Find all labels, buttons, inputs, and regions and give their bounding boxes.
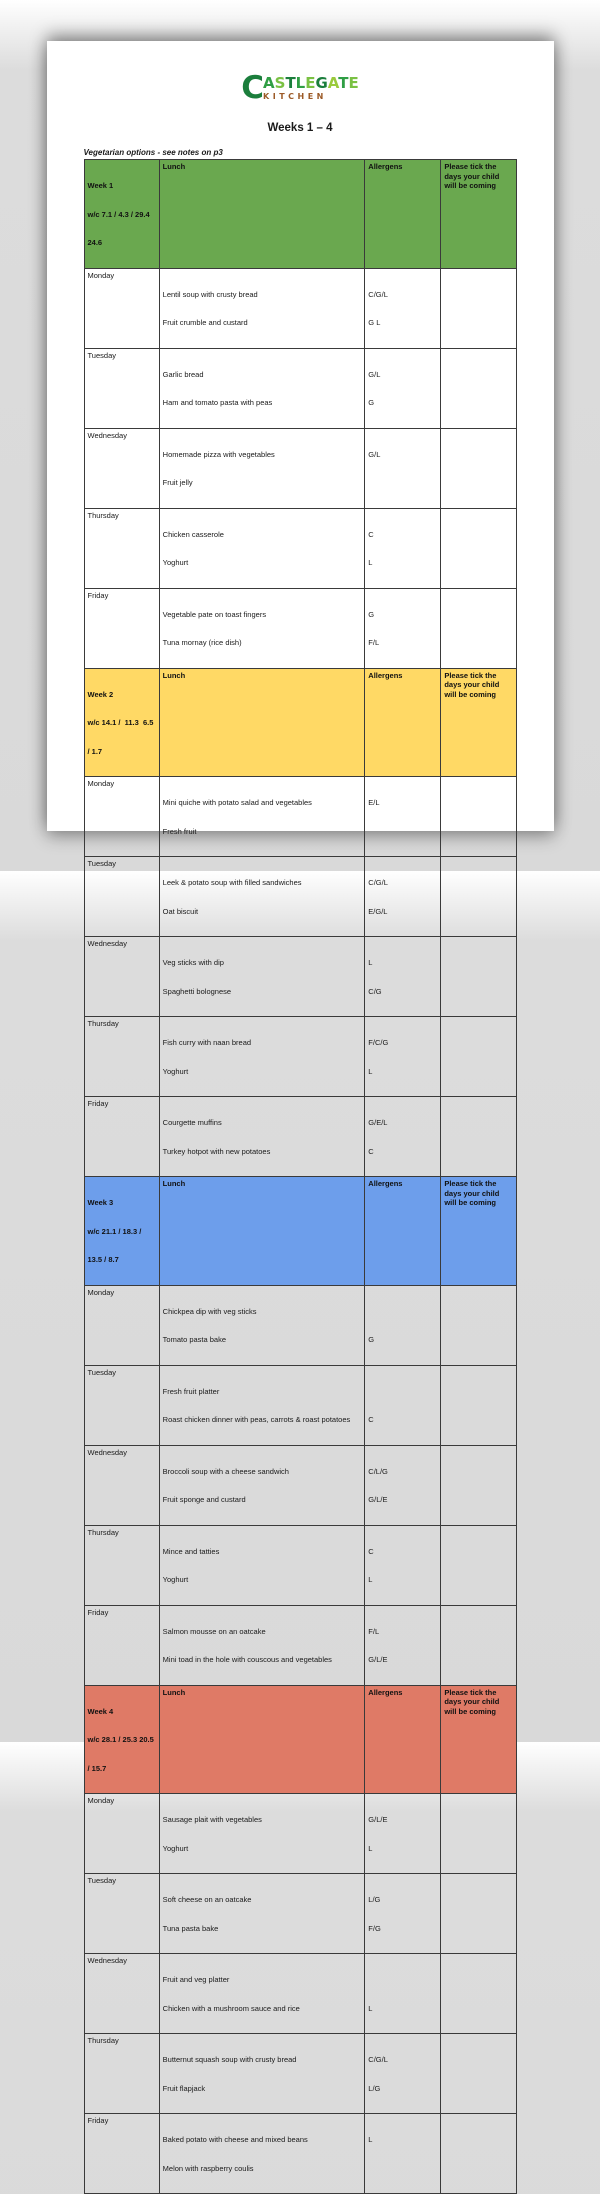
allergens-cell <box>365 937 441 1017</box>
allergen-line: C <box>368 1415 374 1424</box>
allergen-line <box>368 1307 437 1317</box>
day-label: Monday <box>84 1285 159 1365</box>
lunch-line: Vegetable pate on toast fingers <box>162 609 267 619</box>
tick-cell <box>441 508 516 588</box>
allergen-line: G <box>368 1335 375 1344</box>
allergen-line: G/E/L <box>368 1118 388 1127</box>
table-row <box>84 348 516 428</box>
lunch-line: Lentil soup with crusty bread <box>162 289 258 299</box>
lunch-line: Fish curry with naan bread <box>162 1038 252 1047</box>
lunch-line: Yoghurt <box>162 1843 189 1853</box>
week-dates-line: w/c 14.1 / 11.3 6.5 <box>87 718 154 727</box>
lunch-cell <box>159 428 365 508</box>
tick-cell <box>441 1874 516 1954</box>
tick-cell <box>441 1017 516 1097</box>
lunch-cell <box>159 1874 365 1954</box>
table-row <box>84 1874 516 1954</box>
week-label-cell <box>84 160 159 269</box>
lunch-cell <box>159 508 365 588</box>
tick-cell <box>441 2034 516 2114</box>
tick-column-header: Please tick the days your child will be coming <box>441 668 516 777</box>
allergens-cell <box>365 1874 441 1954</box>
tick-cell <box>441 937 516 1017</box>
week-label: Week 4 <box>87 1706 114 1716</box>
allergen-line: G <box>368 398 375 407</box>
lunch-column-header: Lunch <box>159 668 365 777</box>
day-label: Tuesday <box>84 1365 159 1445</box>
allergen-line: G/L <box>368 449 381 459</box>
allergen-line: L <box>368 1843 373 1853</box>
allergens-cell <box>365 1365 441 1445</box>
tick-cell <box>441 2114 516 2194</box>
lunch-line: Tuna mornay (rice dish) <box>162 638 242 647</box>
allergen-line: F/L <box>368 1626 380 1636</box>
allergen-line: F/L <box>368 638 380 647</box>
lunch-line: Yoghurt <box>162 1066 189 1076</box>
table-row <box>84 1285 516 1365</box>
vegetarian-note: Vegetarian options - see notes on p3 <box>83 148 223 157</box>
lunch-column-header: Lunch <box>159 160 365 269</box>
lunch-line: Fruit jelly <box>162 478 193 487</box>
tick-cell <box>441 1097 516 1177</box>
lunch-cell <box>159 777 365 857</box>
allergen-line: G <box>368 609 375 619</box>
lunch-line: Yoghurt <box>162 1575 189 1584</box>
day-label: Tuesday <box>84 1874 159 1954</box>
allergen-line: L <box>368 2003 373 2013</box>
lunch-line: Salmon mousse on an oatcake <box>162 1626 266 1636</box>
lunch-line: Butternut squash soup with crusty bread <box>162 2055 297 2064</box>
day-label: Monday <box>84 777 159 857</box>
lunch-line: Mini toad in the hole with couscous and vegetables <box>162 1655 332 1664</box>
allergen-line <box>368 1387 437 1397</box>
week-dates-line: / 1.7 <box>87 746 103 756</box>
allergen-line: L/G <box>368 1895 381 1904</box>
day-label: Thursday <box>84 2034 159 2114</box>
day-label: Thursday <box>84 1525 159 1605</box>
allergens-cell <box>365 588 441 668</box>
day-label: Wednesday <box>84 428 159 508</box>
logo-word-kitchen: KITCHEN <box>263 92 327 101</box>
lunch-column-header: Lunch <box>159 1177 365 1286</box>
week-label: Week 2 <box>87 689 114 699</box>
table-row <box>84 1445 516 1525</box>
allergen-line: L <box>368 1066 373 1076</box>
lunch-cell <box>159 1445 365 1525</box>
allergen-line: C/L/G <box>368 1466 388 1476</box>
allergen-line: C <box>368 1546 374 1556</box>
allergen-line: E/G/L <box>368 906 388 916</box>
tick-column-header: Please tick the days your child will be coming <box>441 160 516 269</box>
lunch-cell <box>159 2114 365 2194</box>
lunch-line: Chickpea dip with veg sticks <box>162 1306 257 1316</box>
table-row <box>84 1525 516 1605</box>
page-title: Weeks 1 – 4 <box>267 122 333 134</box>
allergens-cell <box>365 508 441 588</box>
lunch-line: Ham and tomato pasta with peas <box>162 398 273 407</box>
table-row <box>84 508 516 588</box>
day-label: Monday <box>84 268 159 348</box>
lunch-line: Leek & potato soup with filled sandwiches <box>162 878 302 887</box>
allergens-cell <box>365 1954 441 2034</box>
day-label: Monday <box>84 1794 159 1874</box>
lunch-line: Veg sticks with dip <box>162 958 224 967</box>
tick-cell <box>441 428 516 508</box>
allergens-cell <box>365 1605 441 1685</box>
table-row <box>84 1794 516 1874</box>
table-row <box>84 1605 516 1685</box>
lunch-line: Fresh fruit <box>162 826 197 836</box>
tick-cell <box>441 1605 516 1685</box>
tick-cell <box>441 857 516 937</box>
tick-cell <box>441 1954 516 2034</box>
allergens-column-header: Allergens <box>365 1177 441 1286</box>
allergen-line <box>368 2164 437 2174</box>
allergen-line: L <box>368 2135 373 2144</box>
table-row <box>84 588 516 668</box>
table-row <box>84 1365 516 1445</box>
lunch-line: Tuna pasta bake <box>162 1923 219 1933</box>
day-label: Tuesday <box>84 348 159 428</box>
lunch-cell <box>159 1017 365 1097</box>
table-row <box>84 857 516 937</box>
lunch-line: Turkey hotpot with new potatoes <box>162 1146 271 1156</box>
day-label: Thursday <box>84 508 159 588</box>
tick-column-header: Please tick the days your child will be coming <box>441 1685 516 1794</box>
allergens-cell <box>365 1525 441 1605</box>
week-label-cell <box>84 1685 159 1794</box>
allergen-line: G L <box>368 318 381 327</box>
lunch-column-header: Lunch <box>159 1685 365 1794</box>
week-dates-line: / 15.7 <box>87 1763 107 1773</box>
week-3-header-row <box>84 1177 516 1286</box>
lunch-line: Mini quiche with potato salad and vegetables <box>162 798 312 807</box>
allergens-cell <box>365 1794 441 1874</box>
lunch-cell <box>159 1525 365 1605</box>
lunch-line: Courgette muffins <box>162 1118 222 1127</box>
week-label-cell <box>84 1177 159 1286</box>
lunch-line: Mince and tatties <box>162 1546 220 1556</box>
allergen-line: F/G <box>368 1923 381 1933</box>
lunch-line: Garlic bread <box>162 369 204 379</box>
lunch-line: Chicken casserole <box>162 529 224 539</box>
week-dates-line: 13.5 / 8.7 <box>87 1255 119 1264</box>
week-label-cell <box>84 668 159 777</box>
day-label: Friday <box>84 588 159 668</box>
day-label: Friday <box>84 1605 159 1685</box>
lunch-cell <box>159 1605 365 1685</box>
allergen-line: L <box>368 958 373 967</box>
lunch-cell <box>159 937 365 1017</box>
lunch-cell <box>159 1794 365 1874</box>
lunch-line: Soft cheese on an oatcake <box>162 1895 252 1904</box>
week-label: Week 3 <box>87 1198 114 1207</box>
lunch-cell <box>159 268 365 348</box>
allergen-line: C/G/L <box>368 289 388 299</box>
logo-text-block <box>263 73 359 102</box>
lunch-line: Fruit and veg platter <box>162 1975 230 1984</box>
week-dates-line: w/c 7.1 / 4.3 / 29.4 <box>87 209 150 219</box>
lunch-line: Roast chicken dinner with peas, carrots & roast potatoes <box>162 1415 351 1424</box>
allergens-cell <box>365 2114 441 2194</box>
castlegate-kitchen-logo <box>84 70 517 113</box>
menu-table <box>84 159 517 2194</box>
lunch-cell <box>159 1097 365 1177</box>
week-dates-line: w/c 28.1 / 25.3 20.5 <box>87 1735 154 1744</box>
lunch-cell <box>159 1365 365 1445</box>
allergens-cell <box>365 777 441 857</box>
lunch-line: Fruit flapjack <box>162 2083 206 2093</box>
lunch-line: Oat biscuit <box>162 906 199 916</box>
lunch-line: Melon with raspberry coulis <box>162 2163 254 2173</box>
tick-cell <box>441 268 516 348</box>
lunch-line: Fruit sponge and custard <box>162 1495 246 1504</box>
allergen-line <box>368 827 437 837</box>
allergen-line: G/L/E <box>368 1655 388 1664</box>
tick-cell <box>441 1525 516 1605</box>
lunch-cell <box>159 588 365 668</box>
tick-cell <box>441 1794 516 1874</box>
tick-cell <box>441 1365 516 1445</box>
allergen-line <box>368 478 437 488</box>
lunch-line: Homemade pizza with vegetables <box>162 449 275 459</box>
table-row <box>84 777 516 857</box>
week-label: Week 1 <box>87 181 114 190</box>
allergens-cell <box>365 1445 441 1525</box>
allergen-line: C <box>368 1146 374 1156</box>
allergen-line: L/G <box>368 2083 381 2093</box>
allergen-line: L <box>368 558 373 567</box>
allergens-cell <box>365 1017 441 1097</box>
week-dates-line: w/c 21.1 / 18.3 / <box>87 1226 142 1236</box>
logo-word-castlegate: ASTLEGATE <box>263 74 359 92</box>
table-row <box>84 2034 516 2114</box>
allergens-cell <box>365 348 441 428</box>
allergen-line: C/G/L <box>368 878 388 887</box>
day-label: Wednesday <box>84 937 159 1017</box>
document-page <box>47 41 554 2173</box>
lunch-cell <box>159 1954 365 2034</box>
lunch-line: Tomato pasta bake <box>162 1335 227 1344</box>
week-2-header-row <box>84 668 516 777</box>
allergen-line: C <box>368 529 374 539</box>
allergen-line: G/L/E <box>368 1495 388 1504</box>
allergens-cell <box>365 428 441 508</box>
allergen-line <box>368 1975 437 1985</box>
lunch-line: Sausage plait with vegetables <box>162 1815 262 1824</box>
lunch-line: Baked potato with cheese and mixed beans <box>162 2135 308 2144</box>
allergen-line: G/L <box>368 369 381 379</box>
lunch-line: Yoghurt <box>162 558 189 567</box>
allergen-line: L <box>368 1575 373 1584</box>
day-label: Wednesday <box>84 1954 159 2034</box>
day-label: Tuesday <box>84 857 159 937</box>
lunch-line: Chicken with a mushroom sauce and rice <box>162 2003 300 2013</box>
allergen-line: F/C/G <box>368 1038 389 1047</box>
table-row <box>84 1954 516 2034</box>
allergens-column-header: Allergens <box>365 668 441 777</box>
day-label: Wednesday <box>84 1445 159 1525</box>
allergen-line: E/L <box>368 798 380 807</box>
lunch-line: Spaghetti bolognese <box>162 986 232 996</box>
table-row <box>84 1097 516 1177</box>
lunch-cell <box>159 2034 365 2114</box>
week-1-header-row <box>84 160 516 269</box>
allergens-cell <box>365 1285 441 1365</box>
table-row <box>84 1017 516 1097</box>
lunch-cell <box>159 348 365 428</box>
allergen-line: C/G <box>368 986 382 996</box>
allergens-cell <box>365 268 441 348</box>
tick-column-header: Please tick the days your child will be coming <box>441 1177 516 1286</box>
week-4-header-row <box>84 1685 516 1794</box>
table-row <box>84 428 516 508</box>
lunch-line: Broccoli soup with a cheese sandwich <box>162 1466 289 1476</box>
tick-cell <box>441 1445 516 1525</box>
table-row <box>84 268 516 348</box>
allergen-line: G/L/E <box>368 1815 388 1824</box>
tick-cell <box>441 1285 516 1365</box>
allergens-cell <box>365 857 441 937</box>
day-label: Friday <box>84 1097 159 1177</box>
allergens-column-header: Allergens <box>365 160 441 269</box>
day-label: Friday <box>84 2114 159 2194</box>
lunch-line: Fresh fruit platter <box>162 1386 220 1396</box>
day-label: Thursday <box>84 1017 159 1097</box>
allergens-cell <box>365 2034 441 2114</box>
lunch-line: Fruit crumble and custard <box>162 318 248 327</box>
tick-cell <box>441 588 516 668</box>
logo-initial-c: C <box>241 70 263 106</box>
lunch-cell <box>159 1285 365 1365</box>
allergens-cell <box>365 1097 441 1177</box>
table-row <box>84 2114 516 2194</box>
tick-cell <box>441 777 516 857</box>
allergens-column-header: Allergens <box>365 1685 441 1794</box>
week-dates-line: 24.6 <box>87 238 103 247</box>
lunch-cell <box>159 857 365 937</box>
table-row <box>84 937 516 1017</box>
allergen-line: C/G/L <box>368 2055 388 2064</box>
tick-cell <box>441 348 516 428</box>
